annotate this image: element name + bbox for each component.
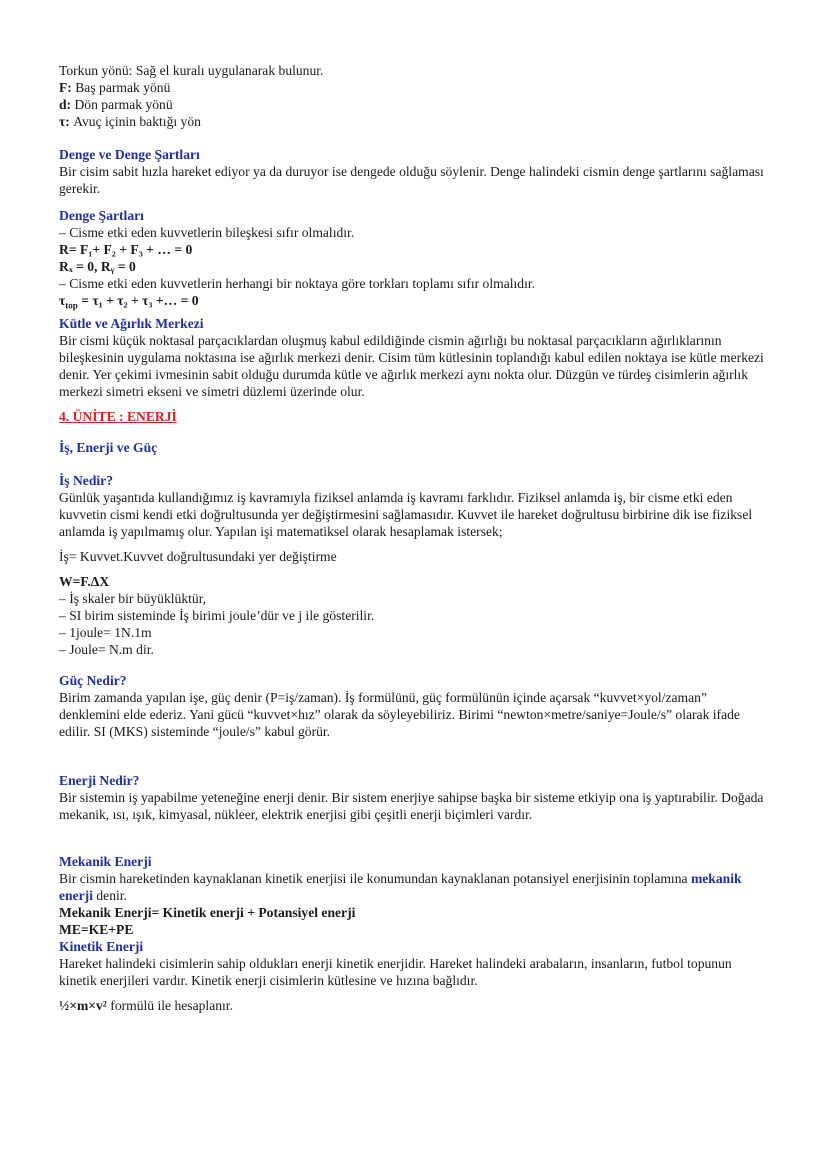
is-formula: W=F.ΔX xyxy=(59,573,110,589)
unit-title: 4. ÜNİTE : ENERJİ xyxy=(59,408,177,424)
d-text: Dön parmak yönü xyxy=(71,97,173,112)
mekanik-text-a: Bir cismin hareketinden kaynaklanan kinetik enerjisi ile konumundan kaynaklanan potansiyel enerjisinin toplamına xyxy=(59,870,691,886)
sartlar-equation-2: Rₓ = 0, Rᵧ = 0 xyxy=(59,259,136,274)
enerji-heading: Enerji Nedir? xyxy=(59,772,140,788)
d-label: d: xyxy=(59,97,72,112)
mekanik-heading: Mekanik Enerji xyxy=(59,853,152,869)
document-page xyxy=(59,62,771,1014)
enerji-paragraph: Bir sistemin iş yapabilme yeteneğine enerji denir. Bir sistem enerjiye sahipse başka bir sisteme etkiyip ona iş yaptırabilir. Doğada mekanik, ısı, ışık, kimyasal, nükleer, elektrik enerjisi gibi çeşitli enerji biçimleri vardır. xyxy=(59,789,764,822)
kinetik-formula: ½×m×v² xyxy=(59,997,107,1013)
torque-d-line xyxy=(59,96,771,113)
is-item-2: – SI birim sisteminde İş birimi joule’dür ve j ile gösterilir. xyxy=(59,607,375,623)
guc-heading: Güç Nedir? xyxy=(59,672,127,688)
tau-symbol: τ xyxy=(59,293,66,308)
section-title: İş, Enerji ve Güç xyxy=(59,439,158,455)
mekanik-term: mekanik enerji xyxy=(59,870,742,903)
kutle-heading: Kütle ve Ağırlık Merkezi xyxy=(59,315,204,331)
tau-label: τ: xyxy=(59,114,70,129)
denge-paragraph: Bir cisim sabit hızla hareket ediyor ya da duruyor ise dengede olduğu söylenir. Denge halindeki cismin denge şartlarını sağlaması gerekir. xyxy=(59,164,764,196)
denge-sartlari-heading: Denge Şartları xyxy=(59,208,144,223)
sartlar-line-1: – Cisme etki eden kuvvetlerin bileşkesi sıfır olmalıdır. xyxy=(59,225,355,240)
tau-text: Avuç içinin baktığı yön xyxy=(69,114,201,129)
is-paragraph: Günlük yaşantıda kullandığımız iş kavramıyla fiziksel anlamda iş kavramı farklıdır. Fiziksel anlamda iş, bir cisme etki eden kuvvetin cismi kendi etki doğrultusunda yer değiştirmesini sağlamasıdır. Kuvvet ile hareket doğrultusu birbirine dik ise fiziksel anlamda iş yapılmamış olur. Yapılan işi matematiksel olarak hesaplamak istersek; xyxy=(59,489,753,539)
is-item-1: – İş skaler bir büyüklüktür, xyxy=(59,590,207,606)
is-item-4: – Joule= N.m dir. xyxy=(59,641,154,657)
mekanik-paragraph xyxy=(59,870,771,904)
mekanik-equation-1: Mekanik Enerji= Kinetik enerji + Potansiyel enerji xyxy=(59,904,356,920)
sartlar-line-2: – Cisme etki eden kuvvetlerin herhangi bir noktaya göre torkları toplamı sıfır olmalıdır. xyxy=(59,276,536,291)
is-item-3: – 1joule= 1N.1m xyxy=(59,624,152,640)
f-label: F: xyxy=(59,80,72,95)
torque-f-line xyxy=(59,79,771,96)
kutle-paragraph: Bir cismi küçük noktasal parçacıklardan oluşmuş kabul edildiğinde cismin ağırlığı bu noktasal parçacıkların ağırlıklarının bileşkesinin uygulama noktasına ise ağırlık merkezi denir. Cisim tüm kütlesinin toplandığı kabul edilen noktaya ise kütle merkezi denir. Yer çekimi ivmesinin sabit olduğu durumda kütle ve ağırlık merkezi aynı nokta olur. Düzgün ve türdeş cisimlerin ağırlık merkezi simetri ekseni ve simetri düzlemi üzerinde olur. xyxy=(59,332,764,399)
tau-sum: = τ₁ + τ₂ + τ₃ +… = 0 xyxy=(77,293,199,308)
is-heading: İş Nedir? xyxy=(59,472,113,488)
torque-t-line xyxy=(59,113,771,130)
sartlar-equation-3 xyxy=(59,292,771,315)
kinetik-formula-text: formülü ile hesaplanır. xyxy=(106,997,233,1013)
is-formula-text: İş= Kuvvet.Kuvvet doğrultusundaki yer değiştirme xyxy=(59,548,337,564)
kinetik-paragraph: Hareket halindeki cisimlerin sahip oldukları enerji kinetik enerjidir. Hareket halindeki arabaların, insanların, futbol topunun kinetik enerjileri vardır. Kinetik enerji cisimlerin kütlesine ve hızına bağlıdır. xyxy=(59,955,732,988)
mekanik-text-b: denir. xyxy=(92,887,127,903)
sartlar-equation-1: R= F₁+ F₂ + F₃ + … = 0 xyxy=(59,242,193,257)
kinetik-formula-line xyxy=(59,997,771,1014)
tau-subscript: top xyxy=(65,300,78,311)
torque-direction-line: Torkun yönü: Sağ el kuralı uygulanarak bulunur. xyxy=(59,63,324,78)
f-text: Baş parmak yönü xyxy=(71,80,171,95)
guc-paragraph: Birim zamanda yapılan işe, güç denir (P=iş/zaman). İş formülünü, güç formülünün içinde açarsak “kuvvet×yol/zaman” denklemini elde ederiz. Yani gücü “kuvvet×hız” olarak da söyleyebiliriz. Birimi “newton×metre/saniye=Joule/s” olarak ifade edilir. SI (MKS) sisteminde “joule/s” kabul görür. xyxy=(59,689,740,739)
denge-heading: Denge ve Denge Şartları xyxy=(59,147,200,162)
kinetik-heading: Kinetik Enerji xyxy=(59,938,144,954)
mekanik-equation-2: ME=KE+PE xyxy=(59,921,134,937)
